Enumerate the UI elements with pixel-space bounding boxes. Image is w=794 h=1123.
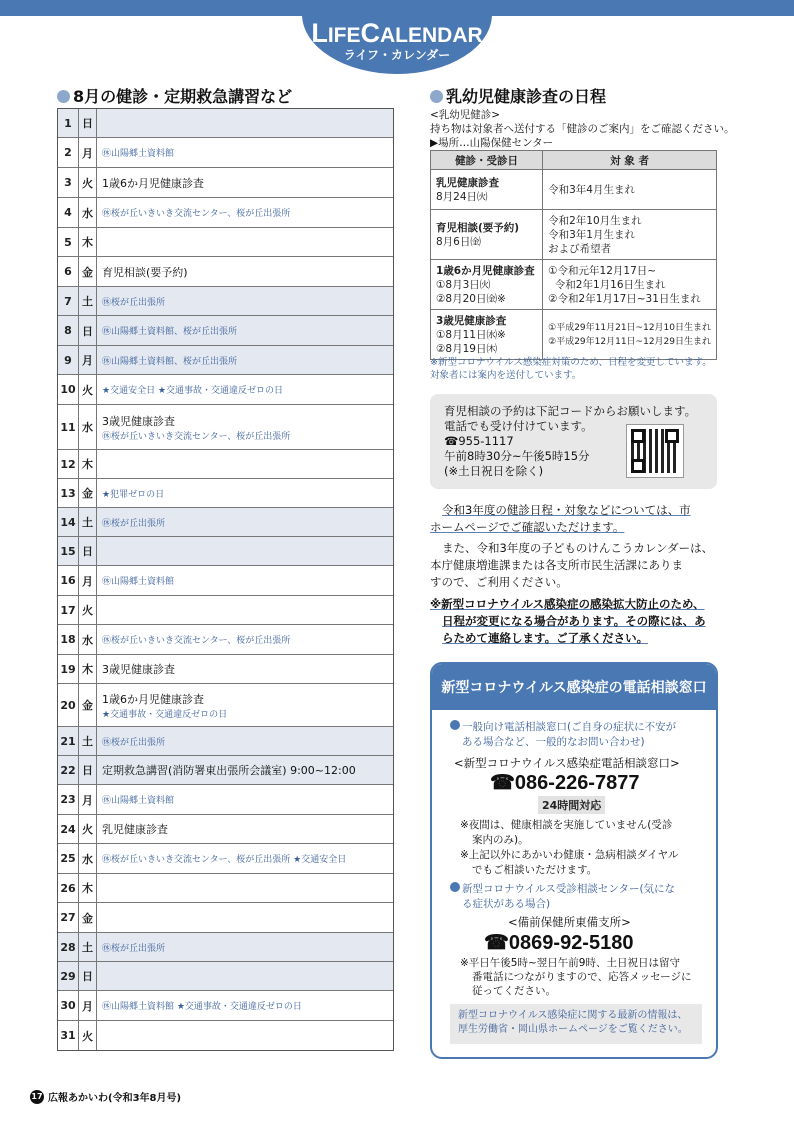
event-note: ㊡桜が丘出張所 xyxy=(102,518,166,529)
intro-line: ▶場所…山陽保健センター xyxy=(430,137,554,149)
weekday: 木 xyxy=(79,874,97,902)
day-events xyxy=(97,566,393,595)
day-events xyxy=(97,962,393,990)
calendar-row xyxy=(58,1021,393,1050)
event-main: 3歳児健康診査 xyxy=(102,663,175,676)
day-events xyxy=(97,903,393,932)
event-note: ★交通安全日 ★交通事故・交通違反ゼロの日 xyxy=(102,386,283,396)
corona-box-title: 新型コロナウイルス感染症の電話相談窓口 xyxy=(432,664,716,710)
weekday: 金 xyxy=(79,684,97,726)
day-number: 15 xyxy=(58,537,79,565)
day-number: 22 xyxy=(58,756,79,784)
resv-hours: 午前8時30分~午後5時15分 xyxy=(444,449,590,463)
day-events xyxy=(97,874,393,902)
calendar-row xyxy=(58,450,393,479)
bullet-dot-icon xyxy=(57,90,70,103)
day-number: 14 xyxy=(58,508,79,536)
day-events xyxy=(97,228,393,256)
header-title: LIFECALENDAR xyxy=(311,18,483,48)
day-events xyxy=(97,596,393,624)
weekday: 水 xyxy=(79,844,97,873)
calendar-row xyxy=(58,375,393,405)
event-note: ㊡桜が丘いきいき交流センター、桜が丘出張所 ★交通安全日 xyxy=(102,855,347,865)
day-events xyxy=(97,375,393,404)
weekday: 金 xyxy=(79,903,97,932)
day-events xyxy=(97,508,393,536)
paragraph-calendar: また、令和3年度の子どものけんこうカレンダーは、 本庁健康増進課または各支所市民生活課にありま すので、ご利用ください。 xyxy=(430,541,714,589)
day-number: 1 xyxy=(58,109,79,137)
calendar-row xyxy=(58,316,393,346)
event-main: 3歳児健康診査 xyxy=(102,414,175,428)
col-header-date: 健診・受診日 xyxy=(431,151,543,170)
event-note: ㊡山陽郷土資料館 xyxy=(102,149,175,159)
weekday: 日 xyxy=(79,316,97,345)
weekday: 火 xyxy=(79,168,97,197)
day-events xyxy=(97,785,393,814)
event-note: ㊡山陽郷土資料館、桜が丘出張所 xyxy=(102,327,238,337)
event-note: ㊡桜が丘いきいき交流センター、桜が丘出張所 xyxy=(102,636,291,646)
weekday: 日 xyxy=(79,756,97,784)
day-events xyxy=(97,346,393,374)
calendar-title: 8月の健診・定期救急講習など xyxy=(57,84,292,107)
day-events xyxy=(97,316,393,345)
bullet-dot-icon xyxy=(430,90,443,103)
qr-code-icon[interactable] xyxy=(627,425,683,477)
checkup-target: 令和2年10月生まれ 令和3年1月生まれ および希望者 xyxy=(543,210,717,260)
day-events xyxy=(97,479,393,507)
section-header xyxy=(302,0,492,74)
day-number: 25 xyxy=(58,844,79,873)
day-number: 8 xyxy=(58,316,79,345)
event-main: 乳児健康診査 xyxy=(102,823,168,836)
checkup-row xyxy=(431,260,717,310)
consult-center-name: <備前保健所東備支所> xyxy=(508,915,631,929)
weekday: 水 xyxy=(79,198,97,227)
weekday: 火 xyxy=(79,815,97,843)
calendar-row xyxy=(58,537,393,566)
day-number: 19 xyxy=(58,655,79,683)
day-number: 6 xyxy=(58,257,79,286)
calendar-row xyxy=(58,566,393,596)
day-events xyxy=(97,405,393,449)
calendar-row xyxy=(58,168,393,198)
calendar-row xyxy=(58,228,393,257)
day-number: 2 xyxy=(58,138,79,167)
calendar-row xyxy=(58,405,393,450)
day-events xyxy=(97,168,393,197)
weekday: 木 xyxy=(79,655,97,683)
weekday: 木 xyxy=(79,228,97,256)
checkup-target: 令和3年4月生まれ xyxy=(543,170,717,210)
day-events xyxy=(97,257,393,286)
day-number: 9 xyxy=(58,346,79,374)
calendar-table xyxy=(57,108,394,1051)
day-events xyxy=(97,756,393,784)
day-events xyxy=(97,198,393,227)
infant-section-title: 乳幼児健康診査の日程 xyxy=(430,84,606,107)
paragraph-website: 令和3年度の健診日程・対象などについては、市 ホームページでご確認いただけます。 xyxy=(430,503,691,534)
page-footer xyxy=(30,1089,181,1104)
corona-info-note: 新型コロナウイルス感染症に関する最新の情報は、 厚生労働省・岡山県ホームページをご覧ください。 xyxy=(450,1004,702,1044)
corona-hotline-box xyxy=(430,662,718,1059)
calendar-row xyxy=(58,844,393,874)
calendar-row xyxy=(58,962,393,991)
calendar-row xyxy=(58,655,393,684)
general-hotline-name: <新型コロナウイルス感染症電話相談窓口> xyxy=(454,756,680,770)
weekday: 土 xyxy=(79,508,97,536)
calendar-row xyxy=(58,756,393,785)
calendar-row xyxy=(58,684,393,727)
day-number: 18 xyxy=(58,625,79,654)
calendar-row xyxy=(58,138,393,168)
resv-note: (※土日祝日を除く) xyxy=(444,464,544,478)
weekday: 水 xyxy=(79,405,97,449)
general-hotline-desc: 一般向け電話相談窓口(ご自身の症状に不安が ある場合など、一般的なお問い合わせ) xyxy=(450,720,676,750)
day-number: 31 xyxy=(58,1021,79,1050)
calendar-row xyxy=(58,727,393,756)
calendar-row xyxy=(58,991,393,1021)
infant-intro xyxy=(430,108,735,150)
weekday: 日 xyxy=(79,537,97,565)
general-hotline-phone[interactable]: ☎086-226-7877 xyxy=(490,772,640,794)
intro-line: <乳幼児健診> xyxy=(430,109,501,121)
col-header-target: 対 象 者 xyxy=(543,151,717,170)
resv-line: 育児相談の予約は下記コードからお願いします。 xyxy=(444,404,697,418)
event-note: ㊡山陽郷土資料館 ★交通事故・交通違反ゼロの日 xyxy=(102,1002,302,1012)
calendar-row xyxy=(58,198,393,228)
event-note: ㊡桜が丘いきいき交流センター、桜が丘出張所 xyxy=(102,431,291,442)
calendar-row xyxy=(58,933,393,962)
weekday: 日 xyxy=(79,109,97,137)
day-events xyxy=(97,684,393,726)
checkup-row xyxy=(431,170,717,210)
schedule-note: ※新型コロナウイルス感染症対策のため、日程を変更しています。 対象者には案内を送付しています。 xyxy=(430,357,712,381)
calendar-row xyxy=(58,508,393,537)
day-number: 28 xyxy=(58,933,79,961)
day-number: 16 xyxy=(58,566,79,595)
weekday: 月 xyxy=(79,785,97,814)
day-number: 17 xyxy=(58,596,79,624)
event-main: 1歳6か月児健康診査 xyxy=(102,176,204,190)
day-events xyxy=(97,655,393,683)
calendar-row xyxy=(58,785,393,815)
weekday: 日 xyxy=(79,962,97,990)
calendar-row xyxy=(58,109,393,138)
checkup-table xyxy=(430,150,717,360)
day-number: 5 xyxy=(58,228,79,256)
day-number: 21 xyxy=(58,727,79,755)
day-events xyxy=(97,537,393,565)
event-note: ★交通事故・交通違反ゼロの日 xyxy=(102,709,228,720)
weekday: 火 xyxy=(79,1021,97,1050)
resv-line: 電話でも受け付けています。 xyxy=(444,419,593,433)
weekday: 土 xyxy=(79,727,97,755)
weekday: 月 xyxy=(79,346,97,374)
checkup-target: ①平成29年11月21日~12月10日生まれ ②平成29年12月11日~12月29日生まれ xyxy=(543,310,717,360)
day-number: 29 xyxy=(58,962,79,990)
calendar-row xyxy=(58,625,393,655)
checkup-row xyxy=(431,210,717,260)
checkup-date: 育児相談(要予約) 8月6日㈮ xyxy=(431,210,543,260)
checkup-date: 乳児健康診査 8月24日㈫ xyxy=(431,170,543,210)
calendar-row xyxy=(58,287,393,316)
day-number: 24 xyxy=(58,815,79,843)
calendar-row xyxy=(58,479,393,508)
day-events xyxy=(97,138,393,167)
day-events xyxy=(97,933,393,961)
event-note: ㊡山陽郷土資料館 xyxy=(102,577,175,587)
weekday: 金 xyxy=(79,479,97,507)
day-number: 7 xyxy=(58,287,79,315)
day-number: 10 xyxy=(58,375,79,404)
weekday: 土 xyxy=(79,933,97,961)
day-events xyxy=(97,727,393,755)
day-events xyxy=(97,287,393,315)
day-number: 12 xyxy=(58,450,79,478)
header-subtitle: ライフ・カレンダー xyxy=(343,48,451,62)
day-number: 20 xyxy=(58,684,79,726)
calendar-row xyxy=(58,257,393,287)
page-number: 17 xyxy=(30,1090,44,1104)
day-events xyxy=(97,450,393,478)
weekday: 土 xyxy=(79,287,97,315)
calendar-row xyxy=(58,815,393,844)
event-note: ㊡桜が丘出張所 xyxy=(102,297,166,308)
event-note: ㊡山陽郷土資料館 xyxy=(102,796,175,806)
event-note: ㊡桜が丘いきいき交流センター、桜が丘出張所 xyxy=(102,209,291,219)
intro-line: 持ち物は対象者へ送付する「健診のご案内」をご確認ください。 xyxy=(430,123,735,135)
weekday: 月 xyxy=(79,138,97,167)
checkup-date: 1歳6か月児健康診査 ①8月3日㈫ ②8月20日㈮※ xyxy=(431,260,543,310)
weekday: 月 xyxy=(79,991,97,1020)
checkup-date: 3歳児健康診査 ①8月11日㈬※ ②8月19日㈭ xyxy=(431,310,543,360)
day-number: 4 xyxy=(58,198,79,227)
day-events xyxy=(97,109,393,137)
weekday: 金 xyxy=(79,257,97,286)
calendar-row xyxy=(58,903,393,933)
bullet-dot-icon xyxy=(450,720,460,730)
hours-badge: 24時間対応 xyxy=(538,796,605,814)
day-number: 30 xyxy=(58,991,79,1020)
publication-name: 広報あかいわ(令和3年8月号) xyxy=(48,1093,182,1104)
general-hotline-notes: ※夜間は、健康相談を実施していません(受診 案内のみ)。 ※上記以外にあかいわ健康・急病相談ダイヤル でもご相談いただけます。 xyxy=(460,819,679,876)
weekday: 火 xyxy=(79,375,97,404)
consult-center-notes: ※平日午後5時~翌日午前9時、土日祝日は留守 番電話につながりますので、応答メッセージに 従ってください。 xyxy=(460,957,692,997)
checkup-target: ①令和元年12月17日~ 令和2年1月16日生まれ ②令和2年1月17日~31日生まれ xyxy=(543,260,717,310)
calendar-row xyxy=(58,874,393,903)
day-number: 13 xyxy=(58,479,79,507)
event-main: 定期救急講習(消防署東出張所会議室) 9:00~12:00 xyxy=(102,764,356,777)
event-main: 育児相談(要予約) xyxy=(102,265,188,279)
bullet-dot-icon xyxy=(450,882,460,892)
event-note: ㊡山陽郷土資料館、桜が丘出張所 xyxy=(102,356,238,367)
day-events xyxy=(97,1021,393,1050)
calendar-row xyxy=(58,596,393,625)
weekday: 月 xyxy=(79,566,97,595)
consult-center-phone[interactable]: ☎0869-92-5180 xyxy=(484,932,634,954)
resv-phone: ☎955-1117 xyxy=(444,434,514,448)
checkup-row xyxy=(431,310,717,360)
event-note: ㊡桜が丘出張所 xyxy=(102,943,166,954)
day-events xyxy=(97,625,393,654)
day-events xyxy=(97,991,393,1020)
calendar-row xyxy=(58,346,393,375)
weekday: 火 xyxy=(79,596,97,624)
day-number: 23 xyxy=(58,785,79,814)
day-events xyxy=(97,815,393,843)
day-number: 26 xyxy=(58,874,79,902)
day-number: 3 xyxy=(58,168,79,197)
weekday: 水 xyxy=(79,625,97,654)
event-main: 1歳6か月児健康診査 xyxy=(102,692,204,706)
day-number: 11 xyxy=(58,405,79,449)
weekday: 木 xyxy=(79,450,97,478)
consult-center-desc: 新型コロナウイルス受診相談センター(気にな る症状がある場合) xyxy=(450,882,675,912)
day-number: 27 xyxy=(58,903,79,932)
covid-warning: ※新型コロナウイルス感染症の感染拡大防止のため、 日程が変更になる場合があります。その際には、あ らためて連絡します。ご了承ください。 xyxy=(430,597,706,645)
event-note: ㊡桜が丘出張所 xyxy=(102,737,166,748)
day-events xyxy=(97,844,393,873)
event-note: ★犯罪ゼロの日 xyxy=(102,489,165,500)
